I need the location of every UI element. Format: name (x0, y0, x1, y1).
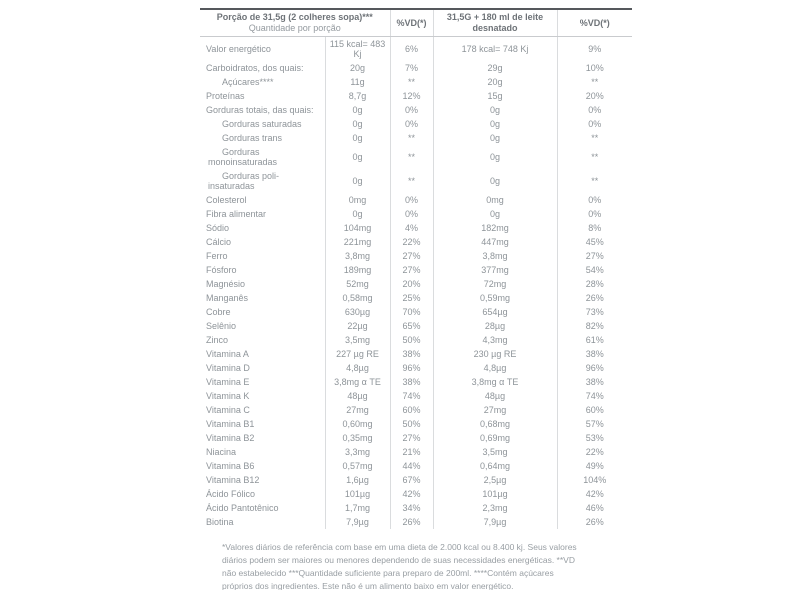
portion-value: 101µg (325, 487, 390, 501)
milk-value: 3,8mg α TE (433, 375, 557, 389)
portion-vd-value: 50% (390, 417, 433, 431)
portion-value: 0g (325, 169, 390, 193)
portion-value: 630µg (325, 305, 390, 319)
vd-header-cell-1: %VD(*) (390, 9, 433, 37)
nutrient-label: Cálcio (206, 237, 232, 247)
portion-vd-value: 0% (390, 117, 433, 131)
nutrient-label: Vitamina K (206, 391, 250, 401)
table-row (200, 291, 632, 305)
nutrient-label: Ácido Pantotênico (206, 503, 279, 513)
table-row (200, 473, 632, 487)
milk-vd-value: 27% (557, 249, 632, 263)
milk-value: 20g (433, 75, 557, 89)
milk-vd-value: 26% (557, 515, 632, 529)
nutrient-label: Açúcares**** (222, 77, 274, 87)
milk-vd-value: 10% (557, 61, 632, 75)
milk-vd-value: 8% (557, 221, 632, 235)
table-row (200, 263, 632, 277)
portion-vd-value: 12% (390, 89, 433, 103)
footnote-line: *Valores diários de referência com base em uma dieta de 2.000 kcal ou 8.400 kj. Seus valores (222, 542, 577, 552)
milk-vd-value: ** (557, 145, 632, 169)
portion-vd-value: 0% (390, 207, 433, 221)
portion-vd-value: 27% (390, 249, 433, 263)
milk-value: 0,69mg (433, 431, 557, 445)
portion-vd-value: 4% (390, 221, 433, 235)
portion-vd-value: 22% (390, 235, 433, 249)
milk-vd-value: 0% (557, 117, 632, 131)
milk-vd-value: 0% (557, 207, 632, 221)
portion-value: 0g (325, 117, 390, 131)
portion-vd-value: ** (390, 131, 433, 145)
table-row (200, 361, 632, 375)
nutrient-label: Gorduras totais, das quais: (206, 105, 314, 115)
table-row (200, 305, 632, 319)
table-row (200, 403, 632, 417)
table-row (200, 249, 632, 263)
portion-vd-value: ** (390, 145, 433, 169)
portion-value: 0,35mg (325, 431, 390, 445)
nutrient-label: Manganês (206, 293, 249, 303)
nutrient-label: Carboidratos, dos quais: (206, 63, 304, 73)
nutrient-label: Cobre (206, 307, 231, 317)
vd-header-cell-2: %VD(*) (557, 9, 632, 37)
portion-vd-value: 44% (390, 459, 433, 473)
nutrition-facts-page (0, 8, 810, 590)
nutrient-label: Vitamina E (206, 377, 250, 387)
portion-vd-value: 38% (390, 347, 433, 361)
footnote-line: diários podem ser maiores ou menores dependendo de suas necessidades energéticas. **VD (222, 555, 575, 565)
nutrient-label: Sódio (206, 223, 230, 233)
milk-vd-value: 28% (557, 277, 632, 291)
portion-vd-value: 0% (390, 193, 433, 207)
nutrient-label: Valor energético (206, 44, 271, 54)
milk-vd-value: 9% (557, 37, 632, 62)
portion-vd-value: 34% (390, 501, 433, 515)
milk-vd-value: 42% (557, 487, 632, 501)
milk-vd-value: ** (557, 75, 632, 89)
table-header-row (200, 9, 632, 37)
portion-value: 3,8mg α TE (325, 375, 390, 389)
portion-vd-value: ** (390, 75, 433, 89)
portion-value: 11g (325, 75, 390, 89)
portion-value: 1,7mg (325, 501, 390, 515)
portion-vd-value: 60% (390, 403, 433, 417)
table-row (200, 169, 632, 193)
nutrient-label: Vitamina C (206, 405, 250, 415)
table-row (200, 89, 632, 103)
milk-vd-value: 49% (557, 459, 632, 473)
table-row (200, 207, 632, 221)
portion-value: 227 µg RE (325, 347, 390, 361)
milk-value: 4,3mg (433, 333, 557, 347)
footnote-line: não estabelecido ***Quantidade suficiente para preparo de 200ml. ****Contém açúcares (222, 568, 554, 578)
nutrient-label: Vitamina D (206, 363, 250, 373)
footnote (222, 541, 622, 590)
portion-vd-value: 42% (390, 487, 433, 501)
milk-value: 15g (433, 89, 557, 103)
portion-value: 104mg (325, 221, 390, 235)
milk-value: 27mg (433, 403, 557, 417)
portion-vd-value: 70% (390, 305, 433, 319)
footnote-line: próprios dos ingredientes. Este não é um alimento baixo em valor energético. (222, 581, 514, 590)
portion-title: Porção de 31,5g (2 colheres sopa)*** (216, 12, 373, 22)
milk-vd-value: 57% (557, 417, 632, 431)
portion-value: 52mg (325, 277, 390, 291)
nutrient-label: Vitamina B1 (206, 419, 255, 429)
milk-value: 182mg (433, 221, 557, 235)
table-row (200, 145, 632, 169)
milk-value: 0g (433, 169, 557, 193)
milk-vd-value: 0% (557, 103, 632, 117)
portion-value: 3,5mg (325, 333, 390, 347)
portion-value: 0g (325, 207, 390, 221)
milk-value: 4,8µg (433, 361, 557, 375)
table-row (200, 117, 632, 131)
portion-value: 3,3mg (325, 445, 390, 459)
portion-value: 115 kcal= 483 Kj (325, 37, 390, 62)
milk-value: 0mg (433, 193, 557, 207)
table-row (200, 445, 632, 459)
milk-value: 178 kcal= 748 Kj (433, 37, 557, 62)
portion-value: 1,6µg (325, 473, 390, 487)
portion-header-cell (200, 9, 390, 37)
milk-vd-value: 26% (557, 291, 632, 305)
portion-vd-value: 74% (390, 389, 433, 403)
table-row (200, 103, 632, 117)
portion-vd-value: 50% (390, 333, 433, 347)
table-row (200, 221, 632, 235)
milk-value: 0,64mg (433, 459, 557, 473)
nutrient-label: Proteínas (206, 91, 245, 101)
portion-value: 20g (325, 61, 390, 75)
milk-vd-value: 74% (557, 389, 632, 403)
nutrient-label: Fósforo (206, 265, 237, 275)
portion-value: 4,8µg (325, 361, 390, 375)
milk-value: 2,5µg (433, 473, 557, 487)
milk-value: 0g (433, 131, 557, 145)
portion-vd-value: ** (390, 169, 433, 193)
table-row (200, 389, 632, 403)
portion-vd-value: 67% (390, 473, 433, 487)
table-row (200, 487, 632, 501)
nutrient-label: Gorduras poli-insaturadas (208, 171, 280, 191)
nutrient-label: Zinco (206, 335, 229, 345)
milk-value: 72mg (433, 277, 557, 291)
milk-vd-value: 82% (557, 319, 632, 333)
milk-vd-value: 20% (557, 89, 632, 103)
table-row (200, 347, 632, 361)
milk-value: 3,5mg (433, 445, 557, 459)
milk-vd-value: ** (557, 169, 632, 193)
nutrient-label: Vitamina B12 (206, 475, 260, 485)
portion-subtitle: Quantidade por porção (248, 23, 341, 33)
milk-value: 230 µg RE (433, 347, 557, 361)
portion-vd-value: 65% (390, 319, 433, 333)
milk-value: 654µg (433, 305, 557, 319)
table-row (200, 61, 632, 75)
table-row (200, 417, 632, 431)
milk-value: 377mg (433, 263, 557, 277)
portion-vd-value: 0% (390, 103, 433, 117)
portion-value: 0,58mg (325, 291, 390, 305)
portion-value: 0g (325, 145, 390, 169)
milk-value: 0,59mg (433, 291, 557, 305)
milk-vd-value: 45% (557, 235, 632, 249)
table-row (200, 515, 632, 529)
portion-value: 48µg (325, 389, 390, 403)
portion-vd-value: 96% (390, 361, 433, 375)
nutrient-label: Vitamina B2 (206, 433, 255, 443)
nutrition-table (200, 8, 632, 529)
milk-value: 101µg (433, 487, 557, 501)
portion-vd-value: 7% (390, 61, 433, 75)
nutrient-label: Niacina (206, 447, 237, 457)
milk-vd-value: 38% (557, 375, 632, 389)
milk-vd-value: 0% (557, 193, 632, 207)
milk-vd-value: 60% (557, 403, 632, 417)
portion-value: 0g (325, 103, 390, 117)
milk-value: 0g (433, 103, 557, 117)
nutrient-label: Vitamina A (206, 349, 249, 359)
nutrient-label: Gorduras trans (222, 133, 283, 143)
portion-value: 189mg (325, 263, 390, 277)
milk-value: 0g (433, 207, 557, 221)
portion-value: 0,57mg (325, 459, 390, 473)
milk-vd-value: 38% (557, 347, 632, 361)
portion-value: 0mg (325, 193, 390, 207)
nutrient-label: Magnésio (206, 279, 246, 289)
nutrient-label: Ferro (206, 251, 228, 261)
portion-value: 7,9µg (325, 515, 390, 529)
milk-vd-value: 61% (557, 333, 632, 347)
table-row (200, 319, 632, 333)
table-row (200, 459, 632, 473)
portion-value: 3,8mg (325, 249, 390, 263)
portion-value: 0,60mg (325, 417, 390, 431)
milk-vd-value: 22% (557, 445, 632, 459)
milk-value: 3,8mg (433, 249, 557, 263)
portion-value: 221mg (325, 235, 390, 249)
milk-vd-value: 104% (557, 473, 632, 487)
table-row (200, 75, 632, 89)
table-row (200, 37, 632, 62)
table-row (200, 333, 632, 347)
table-row (200, 193, 632, 207)
portion-vd-value: 27% (390, 431, 433, 445)
portion-vd-value: 25% (390, 291, 433, 305)
table-row (200, 501, 632, 515)
table-row (200, 375, 632, 389)
milk-value: 7,9µg (433, 515, 557, 529)
milk-value: 48µg (433, 389, 557, 403)
milk-value: 0g (433, 117, 557, 131)
milk-vd-value: 73% (557, 305, 632, 319)
nutrient-label: Biotina (206, 517, 234, 527)
milk-value: 28µg (433, 319, 557, 333)
milk-vd-value: 54% (557, 263, 632, 277)
table-row (200, 277, 632, 291)
portion-vd-value: 20% (390, 277, 433, 291)
portion-value: 22µg (325, 319, 390, 333)
milk-vd-value: 96% (557, 361, 632, 375)
milk-value: 0,68mg (433, 417, 557, 431)
nutrient-label: Vitamina B6 (206, 461, 255, 471)
milk-header-cell: 31,5G + 180 ml de leite desnatado (433, 9, 557, 37)
milk-vd-value: 53% (557, 431, 632, 445)
milk-value: 0g (433, 145, 557, 169)
milk-value: 2,3mg (433, 501, 557, 515)
portion-value: 27mg (325, 403, 390, 417)
portion-vd-value: 27% (390, 263, 433, 277)
milk-value: 447mg (433, 235, 557, 249)
portion-vd-value: 6% (390, 37, 433, 62)
table-row (200, 131, 632, 145)
milk-vd-value: ** (557, 131, 632, 145)
nutrient-label: Gorduras saturadas (222, 119, 302, 129)
portion-vd-value: 21% (390, 445, 433, 459)
portion-value: 0g (325, 131, 390, 145)
nutrient-label: Fibra alimentar (206, 209, 267, 219)
milk-value: 29g (433, 61, 557, 75)
nutrient-label: Ácido Fólico (206, 489, 256, 499)
nutrient-label: Selênio (206, 321, 237, 331)
portion-vd-value: 38% (390, 375, 433, 389)
portion-vd-value: 26% (390, 515, 433, 529)
nutrient-label: Gorduras monoinsaturadas (208, 147, 278, 167)
table-row (200, 235, 632, 249)
portion-value: 8,7g (325, 89, 390, 103)
milk-vd-value: 46% (557, 501, 632, 515)
table-row (200, 431, 632, 445)
nutrient-label: Colesterol (206, 195, 247, 205)
